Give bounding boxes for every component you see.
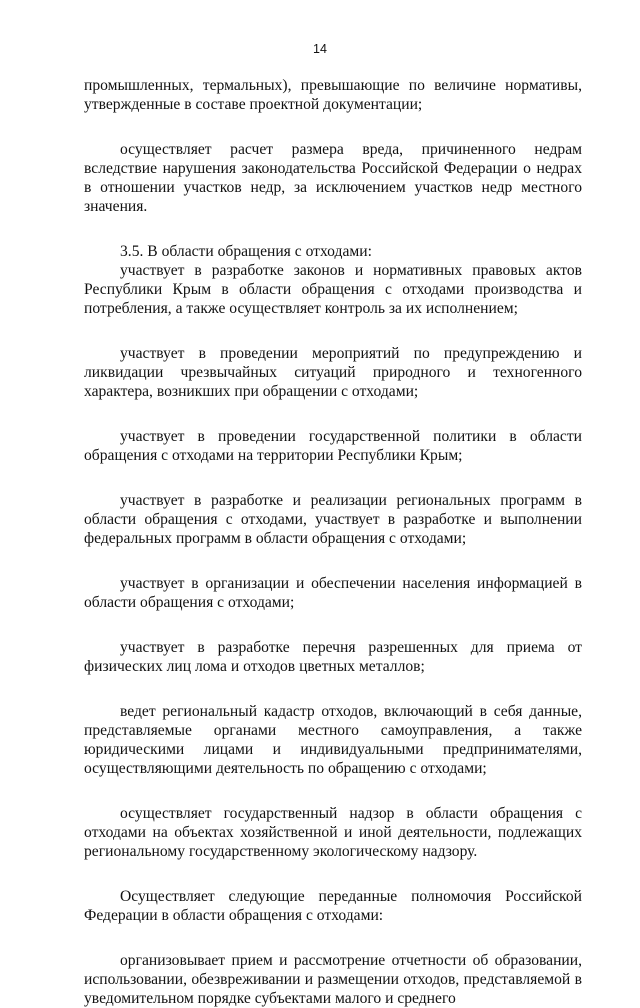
section-heading-3-5: 3.5. В области обращения с отходами: bbox=[120, 243, 372, 260]
page-number: 14 bbox=[313, 42, 327, 56]
paragraph-state-policy: участвует в проведении государственной политики в области обращения с отходами на территории Республики Крым; bbox=[84, 428, 582, 464]
paragraph-regional-programs: участвует в разработке и реализации региональных программ в области обращения с отходами, участвует в разработке и выполнении федеральных программ в области обращения с отходами; bbox=[84, 492, 582, 547]
paragraph-continuation: промышленных, термальных), превышающие по величине нормативы, утвержденные в составе проектной документации; bbox=[84, 77, 582, 113]
paragraph-laws-development: участвует в разработке законов и нормативных правовых актов Республики Крым в области обращения с отходами производства и потребления, а также осуществляет контроль за их исполнением; bbox=[84, 262, 582, 317]
paragraph-waste-cadastre: ведет региональный кадастр отходов, включающий в себя данные, представляемые органами местного самоуправления, а также юридическими лицами и индивидуальными предпринимателями, осуществляющими деятельность по обращению с отходами; bbox=[84, 703, 582, 777]
paragraph-public-information: участвует в организации и обеспечении населения информацией в области обращения с отходами; bbox=[84, 575, 582, 611]
paragraph-reporting-organization: организовывает прием и рассмотрение отчетности об образовании, использовании, обезвреживании и размещении отходов, представляемой в уведомительном порядке субъектами малого и среднего bbox=[84, 952, 582, 1007]
paragraph-damage-calculation: осуществляет расчет размера вреда, причиненного недрам вследствие нарушения законодательства Российской Федерации о недрах в отношении участков недр, за исключением участков недр местного значения. bbox=[84, 141, 582, 215]
paragraph-metal-scrap-list: участвует в разработке перечня разрешенных для приема от физических лиц лома и отходов цветных металлов; bbox=[84, 639, 582, 675]
document-body bbox=[84, 76, 582, 1008]
paragraph-delegated-powers: Осуществляет следующие переданные полномочия Российской Федерации в области обращения с отходами: bbox=[84, 888, 582, 924]
paragraph-emergency-prevention: участвует в проведении мероприятий по предупреждению и ликвидации чрезвычайных ситуаций природного и техногенного характера, возникших при обращении с отходами; bbox=[84, 345, 582, 400]
paragraph-state-supervision: осуществляет государственный надзор в области обращения с отходами на объектах хозяйственной и иной деятельности, подлежащих региональному государственному экологическому надзору. bbox=[84, 805, 582, 860]
